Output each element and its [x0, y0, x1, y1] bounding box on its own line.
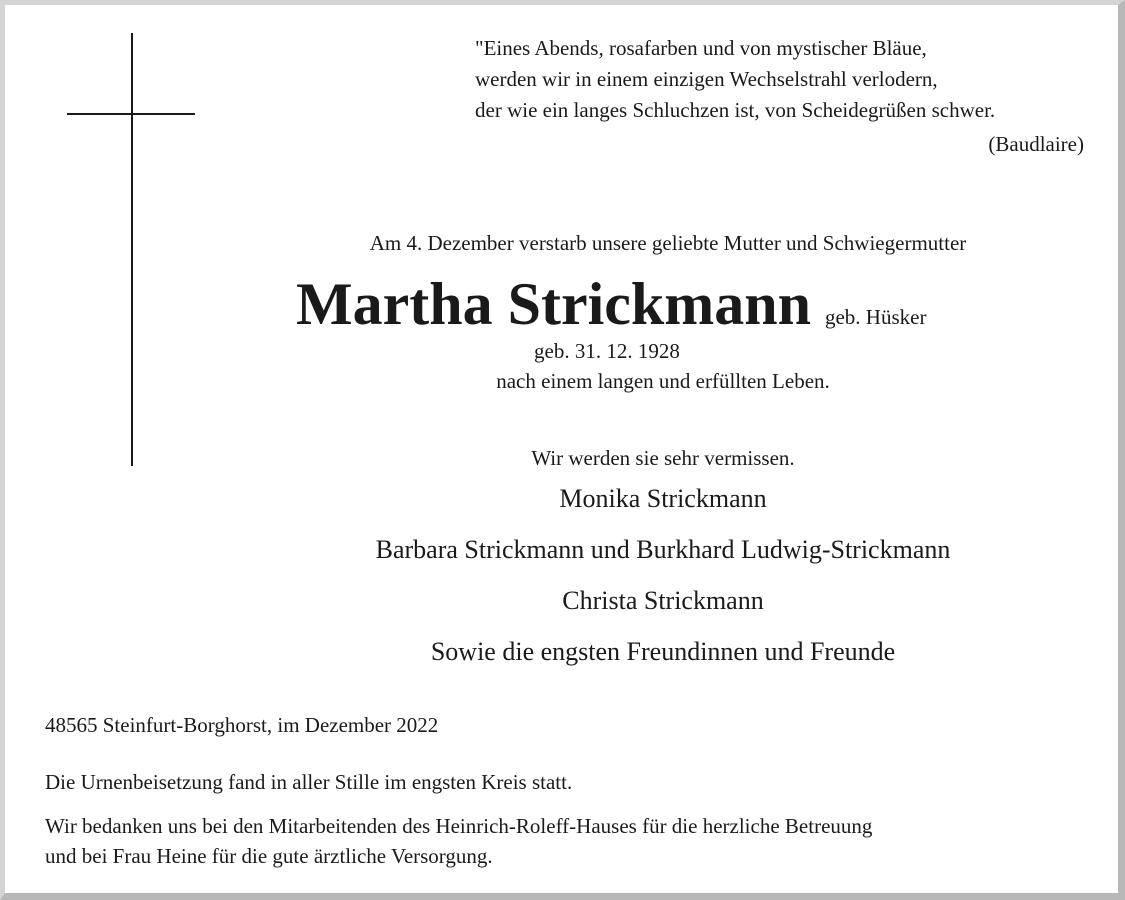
birth-date: geb. 31. 12. 1928 [534, 339, 680, 363]
place-date: 48565 Steinfurt-Borghorst, im Dezember 2022 [45, 713, 439, 737]
quote-line: "Eines Abends, rosafarben und von mystischer Bläue, [475, 36, 927, 60]
cross-horizontal-bar [67, 113, 195, 115]
deceased-name: Martha Strickmann [296, 271, 811, 337]
thanks-note [45, 811, 872, 871]
death-announcement: Am 4. Dezember verstarb unsere geliebte Mutter und Schwiegermutter [369, 231, 967, 255]
thanks-line: und bei Frau Heine für die gute ärztliche Versorgung. [45, 844, 493, 868]
maiden-name: geb. Hüsker [824, 305, 927, 329]
thanks-line: Wir bedanken uns bei den Mitarbeitenden des Heinrich-Roleff-Hauses für die herzliche Betreuung [45, 814, 873, 838]
burial-note: Die Urnenbeisetzung fand in aller Stille im engsten Kreis statt. [45, 770, 573, 794]
mourner-name: Sowie die engsten Freundinnen und Freunde [430, 637, 896, 666]
mourner-name: Monika Strickmann [559, 484, 767, 513]
quote-block [475, 33, 1095, 126]
mourners-intro: Wir werden sie sehr vermissen. [531, 446, 795, 470]
quote-line: werden wir in einem einzigen Wechselstrahl verlodern, [475, 67, 938, 91]
quote-author: (Baudlaire) [988, 132, 1084, 156]
deceased-name-row [296, 270, 926, 339]
mourner-name: Barbara Strickmann und Burkhard Ludwig-Strickmann [375, 535, 951, 564]
quote-line: der wie ein langes Schluchzen ist, von Scheidegrüßen schwer. [475, 98, 996, 122]
life-text: nach einem langen und erfüllten Leben. [496, 369, 830, 393]
mourner-name: Christa Strickmann [562, 586, 764, 615]
